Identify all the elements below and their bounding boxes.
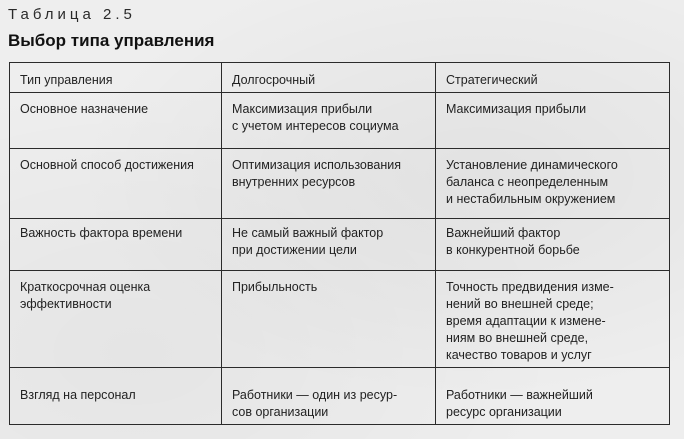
- cell-line: Установление динамического: [446, 158, 618, 172]
- cell-line: ресурс организации: [446, 405, 562, 419]
- cell-line: внутренних ресурсов: [232, 175, 356, 189]
- cell-line: в конкурентной борьбе: [446, 243, 580, 257]
- table-row: [10, 368, 670, 425]
- table-title: Выбор типа управления: [8, 31, 215, 50]
- criterion-cell: [10, 149, 222, 219]
- table-row: [10, 271, 670, 368]
- cell-line: сов организации: [232, 405, 329, 419]
- long-term-cell: [222, 368, 436, 425]
- cell-line: нений во внешней среде;: [446, 297, 594, 311]
- header-cell-type: Тип управления: [10, 63, 222, 93]
- long-term-cell: [222, 219, 436, 271]
- cell-line: Краткосрочная оценка: [20, 280, 151, 294]
- cell-line: Важнейший фактор: [446, 226, 561, 240]
- cell-line: Максимизация прибыли: [232, 102, 373, 116]
- cell-line: Работники — важнейший: [446, 388, 593, 402]
- cell-line: качество товаров и услуг: [446, 348, 592, 362]
- cell-line: баланса с неопределенным: [446, 175, 609, 189]
- header-row: [10, 63, 670, 93]
- cell-line: и нестабильным окружением: [446, 192, 616, 206]
- strategic-cell: [436, 149, 670, 219]
- cell-line: Максимизация прибыли: [446, 102, 587, 116]
- criterion-cell: [10, 93, 222, 149]
- header-cell-long-term: Долгосрочный: [222, 63, 436, 93]
- table-row: [10, 149, 670, 219]
- criterion-cell: [10, 368, 222, 425]
- cell-line: ниям во внешней среде,: [446, 331, 589, 345]
- cell-line: Взгляд на персонал: [20, 388, 136, 402]
- cell-line: эффективности: [20, 297, 112, 311]
- long-term-cell: [222, 271, 436, 368]
- cell-line: Не самый важный фактор: [232, 226, 384, 240]
- cell-line: Точность предвидения изме-: [446, 280, 614, 294]
- cell-line: Основное назначение: [20, 102, 149, 116]
- cell-line: Работники — один из ресур-: [232, 388, 398, 402]
- criterion-cell: [10, 219, 222, 271]
- cell-line: время адаптации к измене-: [446, 314, 606, 328]
- header-cell-strategic: Стратегический: [436, 63, 670, 93]
- management-type-table: [9, 62, 670, 425]
- criterion-cell: [10, 271, 222, 368]
- cell-line: Важность фактора времени: [20, 226, 183, 240]
- strategic-cell: [436, 368, 670, 425]
- long-term-cell: [222, 93, 436, 149]
- table-caption: Таблица 2.5: [8, 6, 136, 23]
- cell-line: с учетом интересов социума: [232, 119, 399, 133]
- table-row: [10, 219, 670, 271]
- table-row: [10, 93, 670, 149]
- long-term-cell: [222, 149, 436, 219]
- strategic-cell: [436, 271, 670, 368]
- cell-line: Основной способ достижения: [20, 158, 194, 172]
- cell-line: Прибыльность: [232, 280, 318, 294]
- cell-line: при достижении цели: [232, 243, 357, 257]
- strategic-cell: [436, 219, 670, 271]
- strategic-cell: [436, 93, 670, 149]
- cell-line: Оптимизация использования: [232, 158, 401, 172]
